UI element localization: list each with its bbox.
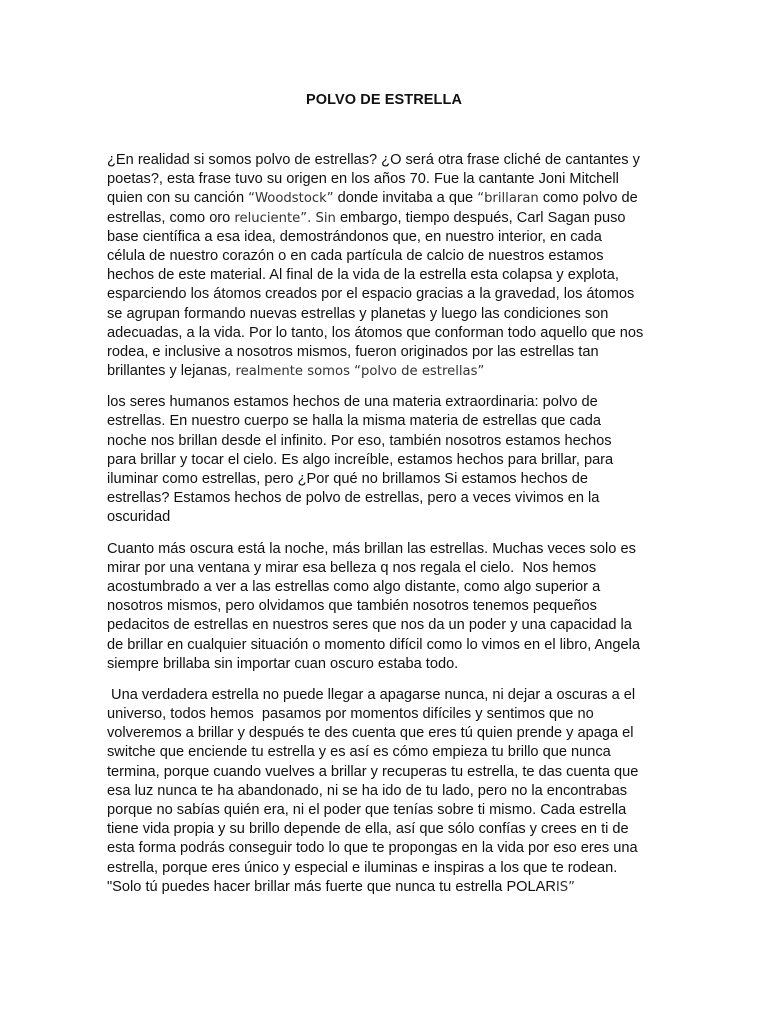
text-run: tiene vida propia y su brillo depende de ella, así que sólo confías y crees en ti de [107,821,629,838]
text-line [107,470,667,489]
text-run: noche nos brillan desde el infinito. Por eso, también nosotros estamos hechos [107,432,612,449]
text-run: ¿En realidad si somos polvo de estrellas? ¿O será otra frase cliché de cantantes y [107,152,640,168]
text-line [107,151,667,170]
text-run: esa luz nunca te ha abandonado, ni se ha ido de tu lado, pero no la encontrabas [107,782,628,799]
text-run: porque no sabías quién era, ni el poder que tenías sobre ti mismo. Cada estrella [107,802,627,818]
document-title: POLVO DE ESTRELLA [305,92,463,108]
text-run: se agrupan formando nuevas estrellas y planetas y luego las condiciones son [107,305,609,322]
text-line [107,801,667,820]
paragraph [107,686,667,897]
text-line [107,209,667,228]
text-line [107,578,667,597]
text-line [107,247,667,266]
text-run: "Solo tú puedes hacer brillar más fuerte que nunca tu estrella POLAR [107,878,556,895]
text-line [107,878,667,897]
text-line [107,432,667,451]
text-line [107,393,667,412]
text-line [107,839,667,858]
text-run: como polvo de [538,190,638,207]
text-line [107,782,667,801]
text-run: poetas?, esta frase tuvo su origen en los años 70. Fue la cantante Joni Mitchell [107,171,619,188]
text-run: IS” [555,879,576,895]
text-run: quien con su canción [107,190,249,207]
paragraph [107,540,667,674]
text-run: esparciendo los átomos creados por el espacio gracias a la gravedad, los átomos [107,286,635,303]
text-line [107,228,667,247]
text-run: reluciente”. Sin [234,210,336,226]
text-run: de brillar en cualquier situación o momento difícil como lo vimos en el libro, Angela [107,636,640,653]
text-run: “brillaran [477,191,539,207]
text-run: , realmente somos “polvo de estrellas” [227,364,485,380]
text-run: termina, porque cuando vuelves a brillar y recuperas tu estrella, te das cuenta que [107,763,639,780]
text-run: los seres humanos estamos hechos de una materia extraordinaria: polvo de [107,394,598,411]
text-line [107,285,667,304]
text-run: siempre brillaba sin importar cuan oscuro estaba todo. [107,655,459,672]
paragraph [107,393,667,527]
text-line [107,636,667,655]
text-run: switche que enciende tu estrella y es así es cómo empieza tu brillo que nunca [107,744,611,761]
text-run: iluminar como estrellas, pero ¿Por qué no brillamos Si estamos hechos de [107,471,589,487]
text-run: Una verdadera estrella no puede llegar a apagarse nunca, ni dejar a oscuras a el [107,686,636,703]
text-line [107,412,667,431]
text-run: embargo, tiempo después, Carl Sagan puso [335,209,626,226]
text-run: estrellas? Estamos hechos de polvo de estrellas, pero a veces vivimos en la [107,490,600,507]
text-line [107,820,667,839]
document-body [107,151,667,909]
text-run: “Woodstock” [248,191,334,207]
text-run: adecuadas, a la vida. Por lo tanto, los átomos que conforman todo aquello que nos [107,324,644,341]
text-line [107,508,667,527]
paragraph [107,151,667,381]
text-line [107,170,667,189]
text-run: estrella, porque eres único y especial e iluminas e inspiras a los que te rodean. [107,859,618,876]
text-run: oscuridad [107,509,171,526]
text-line [107,705,667,724]
text-run: mirar por una ventana y mirar esa belleza q nos regala el cielo. Nos hemos [107,559,597,576]
text-line [107,686,667,705]
text-run: esta forma podrás conseguir todo lo que te propongas en la vida por eso eres una [107,840,638,857]
text-run: rodea, e inclusive a nosotros mismos, fueron originados por las estrellas tan [107,343,599,360]
text-run: estrellas, como oro [107,209,235,226]
text-line [107,362,667,381]
text-line [107,597,667,616]
text-line [107,451,667,470]
text-run: Cuanto más oscura está la noche, más brillan las estrellas. Muchas veces solo es [107,540,636,557]
text-run: volveremos a brillar y después te des cuenta que eres tú quien prende y apaga el [107,725,634,742]
text-line [107,743,667,762]
text-line [107,859,667,878]
text-line [107,655,667,674]
text-line [107,324,667,343]
text-run: base científica a esa idea, demostrándonos que, en nuestro interior, en cada [107,228,602,245]
text-run: para brillar y tocar el cielo. Es algo increíble, estamos hechos para brillar, para [107,451,614,468]
text-run: universo, todos hemos pasamos por momentos difíciles y sentimos que no [107,706,594,723]
text-run: donde invitaba a que [333,190,478,207]
text-line [107,489,667,508]
text-run: nosotros mismos, pero olvidamos que también nosotros tenemos pequeños [107,598,597,615]
text-run: pedacitos de estrellas en nuestros seres que nos da un poder y una capacidad la [107,617,632,634]
text-line [107,189,667,208]
text-line [107,540,667,559]
text-run: brillantes y lejanas [107,363,228,380]
text-run: hechos de este material. Al final de la vida de la estrella esta colapsa y explota, [107,267,619,284]
text-run: acostumbrado a ver a las estrellas como algo distante, como algo superior a [107,578,601,595]
text-line [107,343,667,362]
text-run: estrellas. En nuestro cuerpo se halla la misma materia de estrellas que cada [107,413,602,430]
text-line [107,305,667,324]
text-line [107,559,667,578]
text-line [107,763,667,782]
text-line [107,266,667,285]
text-line [107,724,667,743]
text-run: célula de nuestro corazón o en cada partícula de calcio de nuestros estamos [107,247,604,264]
text-line [107,616,667,635]
